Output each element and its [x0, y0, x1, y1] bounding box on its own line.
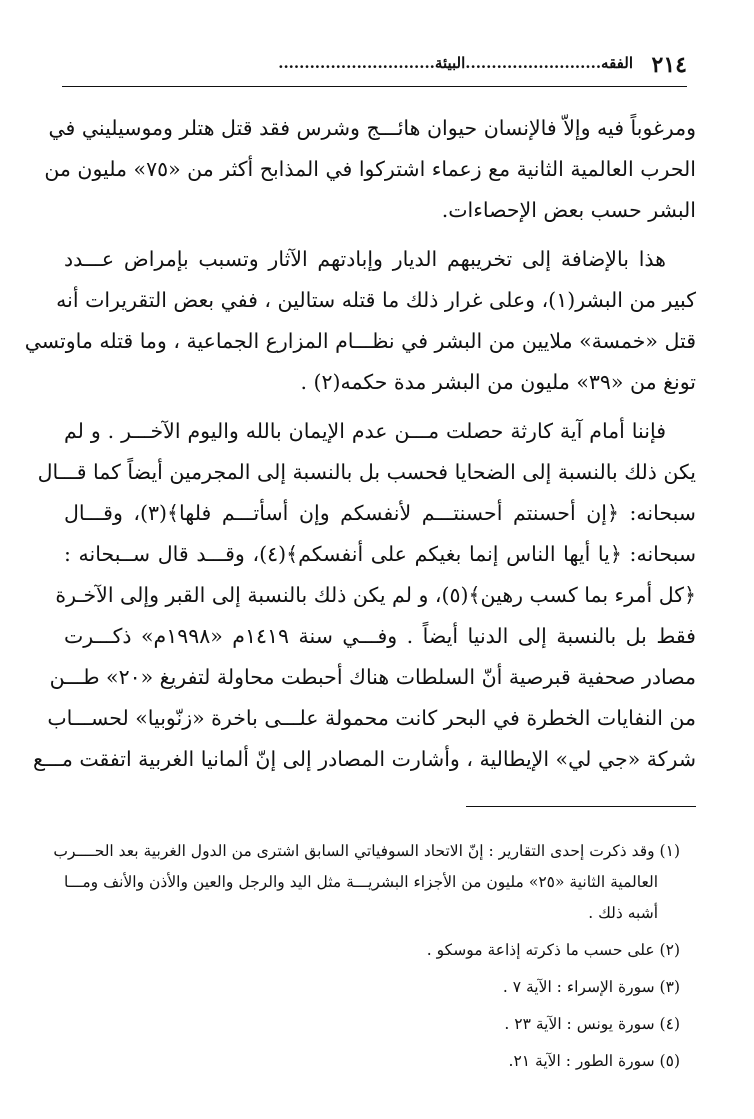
text-line: شركة «جي لي» الإيطالية ، وأشارت المصادر إلى إنّ ألمانيا الغربية اتفقت مـــع — [32, 747, 696, 771]
text-line: قتل «خمسة» ملايين من البشر في نظـــام المزارع الجماعية ، وما قتله ماوتسي — [24, 329, 696, 353]
footnote-2: (٢) على حسب ما ذكرته إذاعة موسكو . — [426, 941, 680, 959]
text-line: يكن ذلك بالنسبة إلى الضحايا فحسب بل بالنسبة إلى المجرمين أيضاً كما قـــال — [37, 460, 696, 484]
text-line: ومرغوباً فيه وإلاّ فالإنسان حيوان هائـــج وشرس فقد قتل هتلر وموسيليني في — [48, 116, 696, 140]
text-line: البشر حسب بعض الإحصاءات. — [441, 198, 696, 222]
footnote-1-line: العالمية الثانية «٢٥» مليون من الأجزاء البشريـــة مثل اليد والرجل والعين والأذن والأنف ومـــا — [64, 873, 659, 891]
main-text — [24, 108, 696, 780]
footnotes — [53, 836, 680, 1077]
running-title: الفقه..........................البيئة.............................. — [278, 54, 633, 72]
quran-verse-line: ﴿كل أمرء بما كسب رهين﴾(٥)، و لم يكن ذلك بالنسبة إلى القبر وإلى الآخـرة — [55, 583, 696, 607]
text-line: هذا بالإضافة إلى تخريبهم الديار وإبادتهم الآثار وتسبب بإمراض عـــدد — [64, 247, 666, 271]
text-line: الحرب العالمية الثانية مع زعماء اشتركوا في المذابح أكثر من «٧٥» مليون من — [44, 157, 696, 181]
text-line: فقط بل بالنسبة إلى الدنيا أيضاً . وفـــي سنة ١٤١٩م «١٩٩٨م» ذكـــرت — [64, 624, 696, 648]
footnote-3: (٣) سورة الإسراء : الآية ٧ . — [502, 978, 680, 996]
page-number: ٢١٤ — [651, 52, 687, 78]
text-line: مصادر صحفية قبرصية أنّ السلطات هناك أحبطت محاولة لتفريغ «٢٠» طـــن — [49, 665, 696, 689]
text-line: تونغ من «٣٩» مليون من البشر مدة حكمه(٢) . — [300, 370, 696, 394]
quran-verse-line: سبحانه: ﴿يا أيها الناس إنما بغيكم على أنفسكم﴾(٤)، وقـــد قال ســبحانه : — [64, 542, 696, 566]
text-line: فإننا أمام آية كارثة حصلت مـــن عدم الإيمان بالله واليوم الآخـــر . و لم — [64, 419, 666, 443]
page-header — [62, 52, 687, 87]
footnote-separator — [466, 806, 696, 807]
quran-verse-line: سبحانه: ﴿إن أحسنتم أحسنتـــم لأنفسكم وإن أسأتـــم فلها﴾(٣)، وقـــال — [64, 501, 696, 525]
footnote-1-line: أشبه ذلك . — [588, 904, 658, 922]
footnote-1-line: (١) وقد ذكرت إحدى التقارير : إنّ الاتحاد السوفياتي السابق اشترى من الدول الغربية بعد الحــــرب — [53, 842, 680, 860]
footnote-4: (٤) سورة يونس : الآية ٢٣ . — [504, 1015, 680, 1033]
text-line: كبير من البشر(١)، وعلى غرار ذلك ما قتله ستالين ، ففي بعض التقريرات أنه — [56, 288, 696, 312]
footnote-5: (٥) سورة الطور : الآية ٢١. — [508, 1052, 680, 1070]
text-line: من النفايات الخطرة في البحر كانت محمولة علـــى باخرة «زنّوبيا» لحســـاب — [47, 706, 696, 730]
